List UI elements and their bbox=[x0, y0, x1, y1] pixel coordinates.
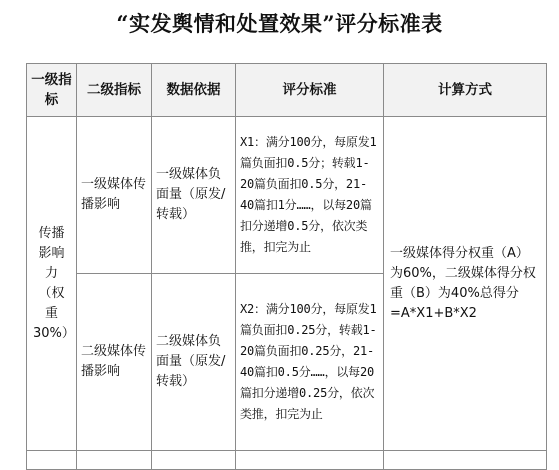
basis-cell: 二级媒体负面量（原发/转载） bbox=[152, 274, 236, 451]
level2-cell: 一级媒体传播影响 bbox=[77, 117, 152, 274]
table-header-row bbox=[27, 64, 547, 117]
continuation-cell bbox=[384, 451, 547, 470]
page-title: “实发舆情和处置效果”评分标准表 bbox=[116, 11, 443, 36]
basis-cell: 一级媒体负面量（原发/转载） bbox=[152, 117, 236, 274]
continuation-cell bbox=[152, 451, 236, 470]
criteria-cell: X1：满分100分，每原发1篇负面扣0.5分；转载1-20篇负面扣0.5分，21-40篇扣1分……，以每20篇扣分递增0.5分，依次类推，扣完为止 bbox=[236, 117, 384, 274]
continuation-cell bbox=[236, 451, 384, 470]
calculation-cell: 一级媒体得分权重（A）为60%，二级媒体得分权重（B）为40%总得分=A*X1+B*X2 bbox=[384, 117, 547, 451]
header-basis: 数据依据 bbox=[152, 64, 236, 117]
header-level2: 二级指标 bbox=[77, 64, 152, 117]
header-level1: 一级指标 bbox=[27, 64, 77, 117]
continuation-cell bbox=[27, 451, 77, 470]
table-row-continuation bbox=[27, 451, 547, 470]
header-calculation: 计算方式 bbox=[384, 64, 547, 117]
header-criteria: 评分标准 bbox=[236, 64, 384, 117]
level1-cell: 传播影响力（权重30%） bbox=[27, 117, 77, 451]
level2-cell: 二级媒体传播影响 bbox=[77, 274, 152, 451]
criteria-cell: X2：满分100分，每原发1篇负面扣0.25分，转载1-20篇负面扣0.25分，21-40篇扣0.5分……，以每20篇扣分递增0.25分，依次类推，扣完为止 bbox=[236, 274, 384, 451]
scoring-table bbox=[26, 63, 547, 470]
continuation-cell bbox=[77, 451, 152, 470]
table-row bbox=[27, 117, 547, 274]
